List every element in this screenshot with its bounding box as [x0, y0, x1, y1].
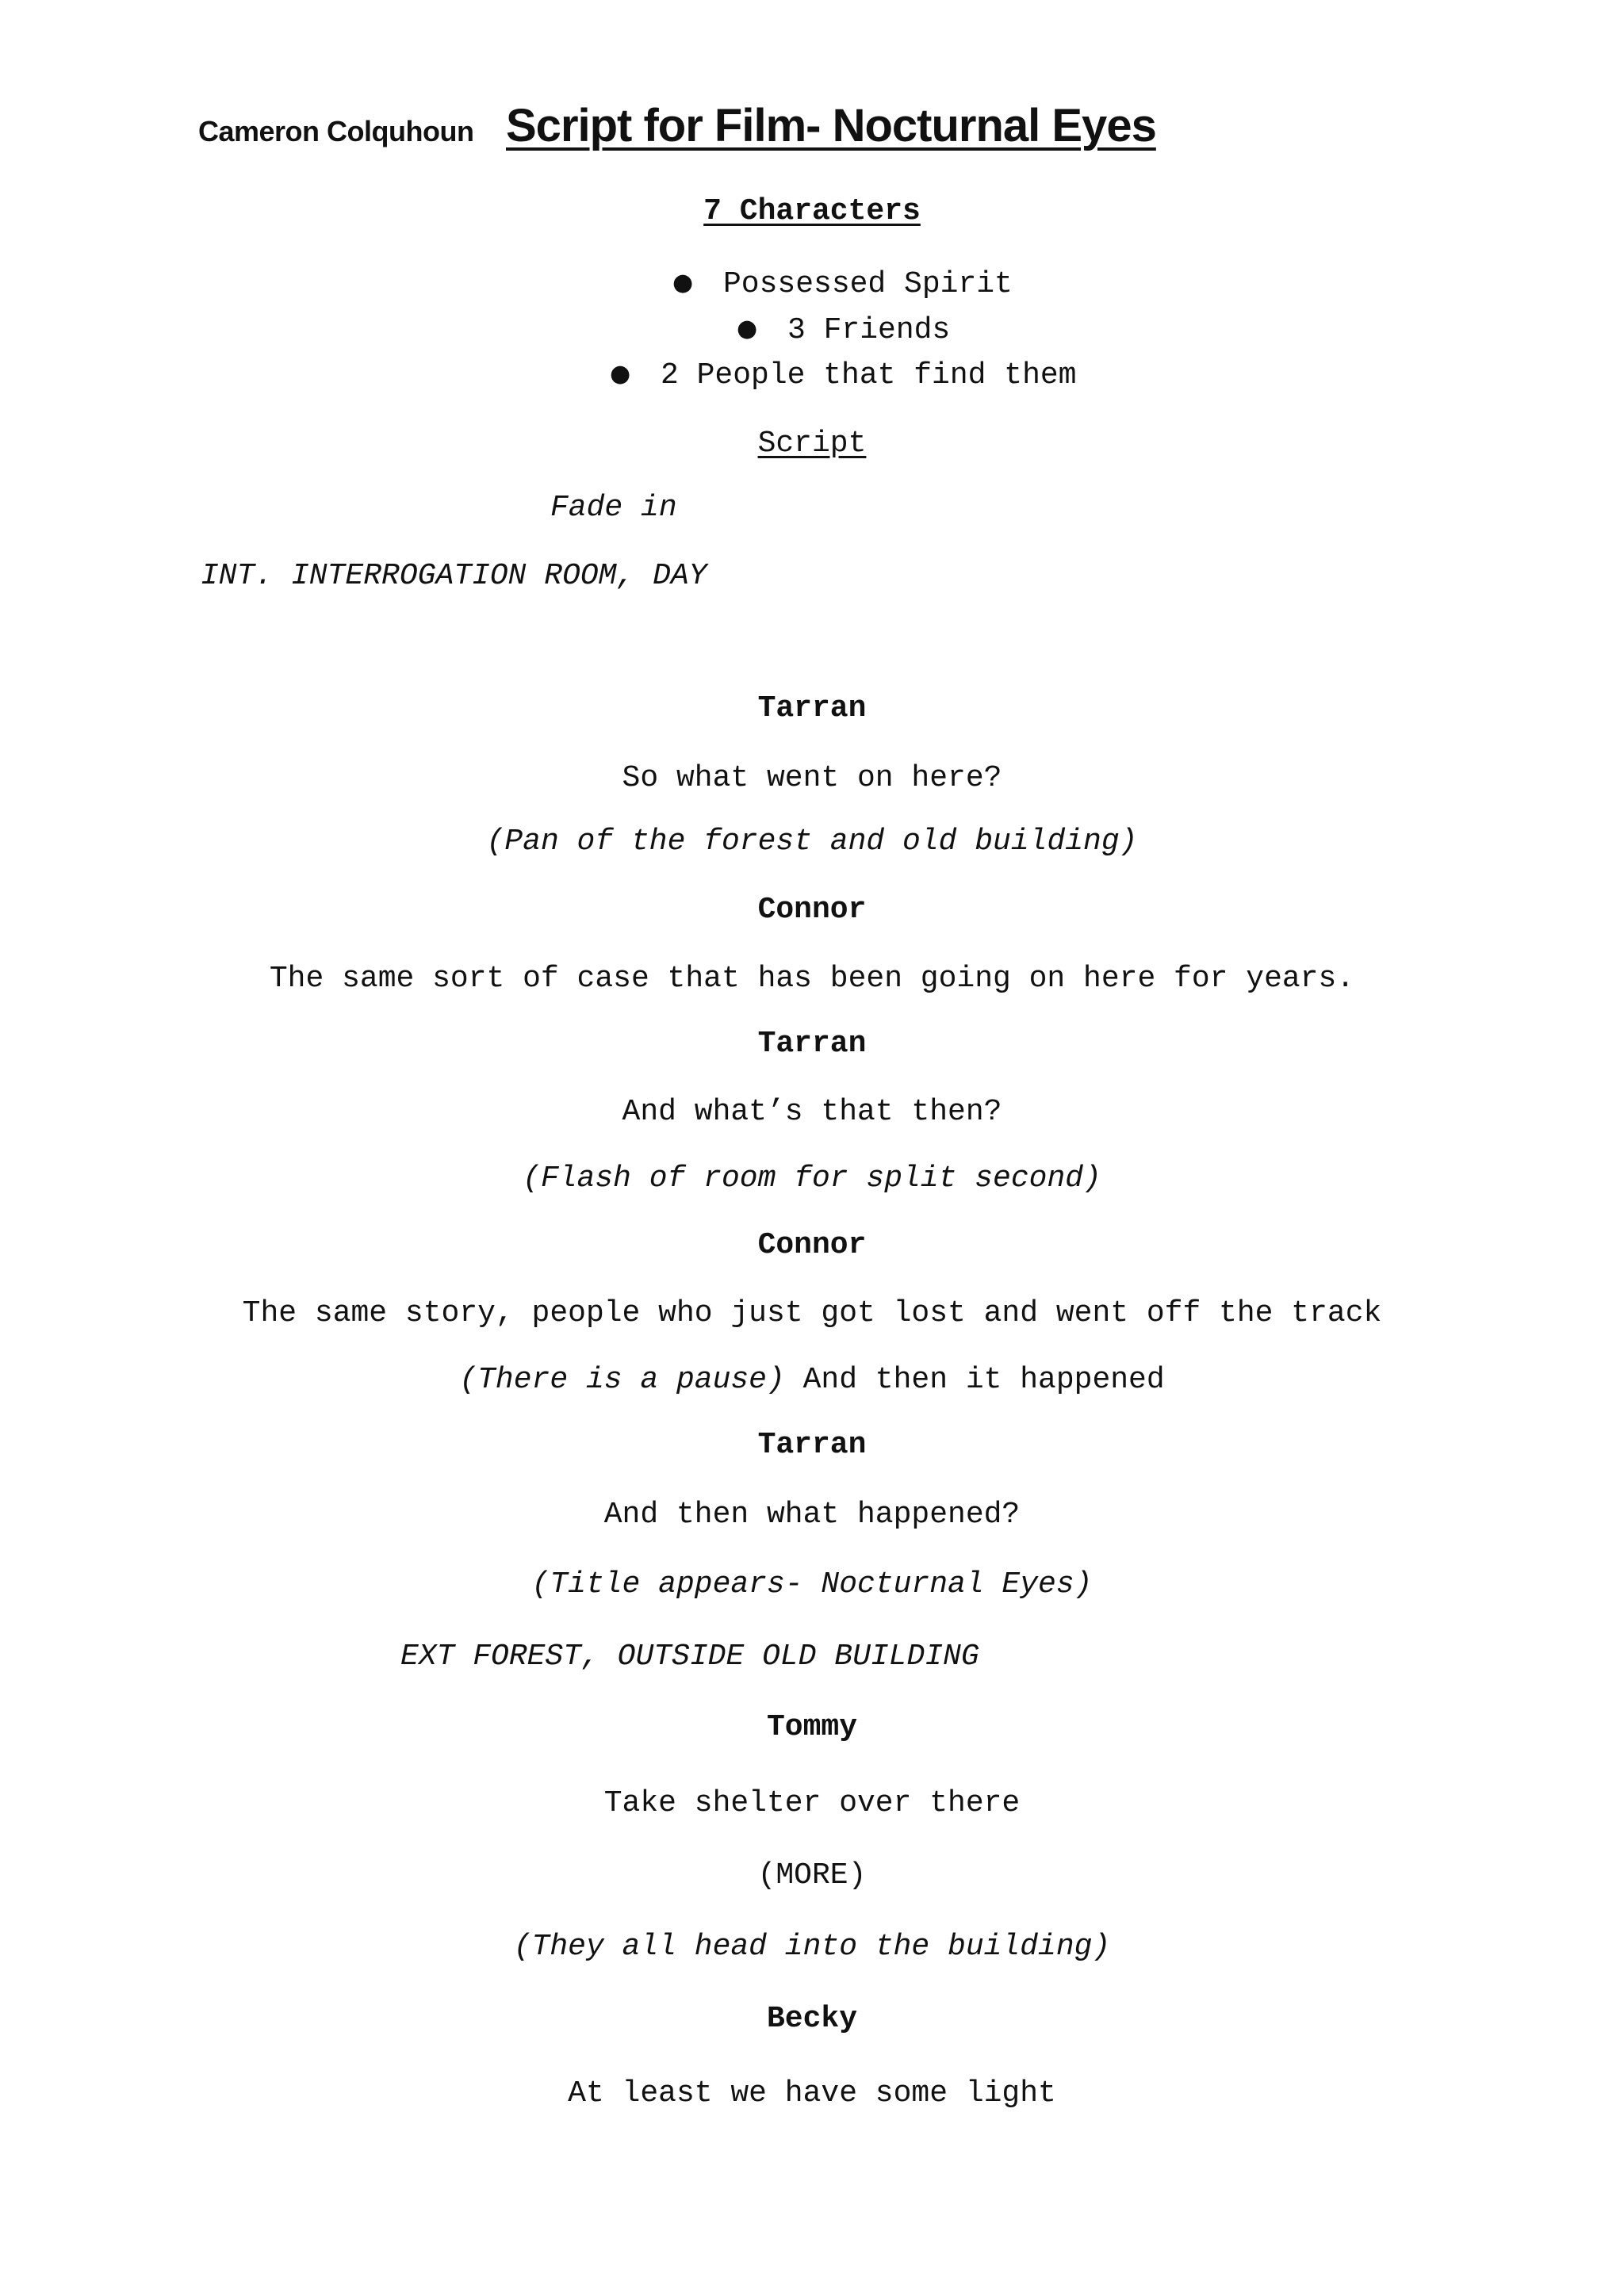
characters-heading: 7 Characters	[703, 194, 921, 228]
stage-direction: (Flash of room for split second)	[523, 1161, 1101, 1196]
speaker-name: Tarran	[757, 1027, 867, 1061]
dialogue-line-with-direction	[0, 1365, 1624, 1395]
speaker-name: Tarran	[757, 1428, 867, 1462]
dialogue-text: And then it happened	[784, 1363, 1165, 1397]
dialogue-line: The same sort of case that has been going on here for years.	[269, 962, 1355, 996]
speaker-name: Tarran	[757, 691, 867, 725]
bullet-icon: ●	[672, 269, 694, 297]
speaker-name: Becky	[766, 2002, 858, 2036]
continued-marker: (MORE)	[757, 1858, 867, 1892]
scene-heading: EXT FOREST, OUTSIDE OLD BUILDING	[400, 1640, 979, 1674]
bullet-icon: ●	[610, 360, 631, 388]
dialogue-line: And what’s that then?	[622, 1095, 1002, 1129]
speaker-name: Connor	[757, 1228, 867, 1262]
transition: Fade in	[550, 491, 677, 525]
stage-direction: (Pan of the forest and old building)	[486, 825, 1138, 859]
dialogue-line: So what went on here?	[622, 761, 1002, 795]
dialogue-line: The same story, people who just got lost and went off the track	[242, 1296, 1382, 1330]
list-item: ● 3 Friends	[737, 313, 951, 347]
script-heading: Script	[757, 427, 867, 461]
speaker-name: Connor	[757, 893, 867, 927]
speaker-name: Tommy	[766, 1710, 858, 1744]
scene-heading: INT. INTERROGATION ROOM, DAY	[201, 559, 707, 593]
list-item: ● Possessed Spirit	[672, 267, 1013, 301]
stage-direction: (There is a pause)	[459, 1363, 785, 1397]
dialogue-line: At least we have some light	[568, 2076, 1056, 2110]
stage-direction: (Title appears- Nocturnal Eyes)	[531, 1567, 1093, 1601]
dialogue-line: And then what happened?	[603, 1498, 1021, 1532]
dialogue-line: Take shelter over there	[603, 1786, 1021, 1820]
bullet-icon: ●	[737, 315, 758, 342]
stage-direction: (They all head into the building)	[513, 1930, 1111, 1964]
page-title: Script for Film- Nocturnal Eyes	[506, 100, 1156, 151]
author-name: Cameron Colquhoun	[198, 115, 474, 147]
list-item: ● 2 People that find them	[610, 358, 1077, 392]
